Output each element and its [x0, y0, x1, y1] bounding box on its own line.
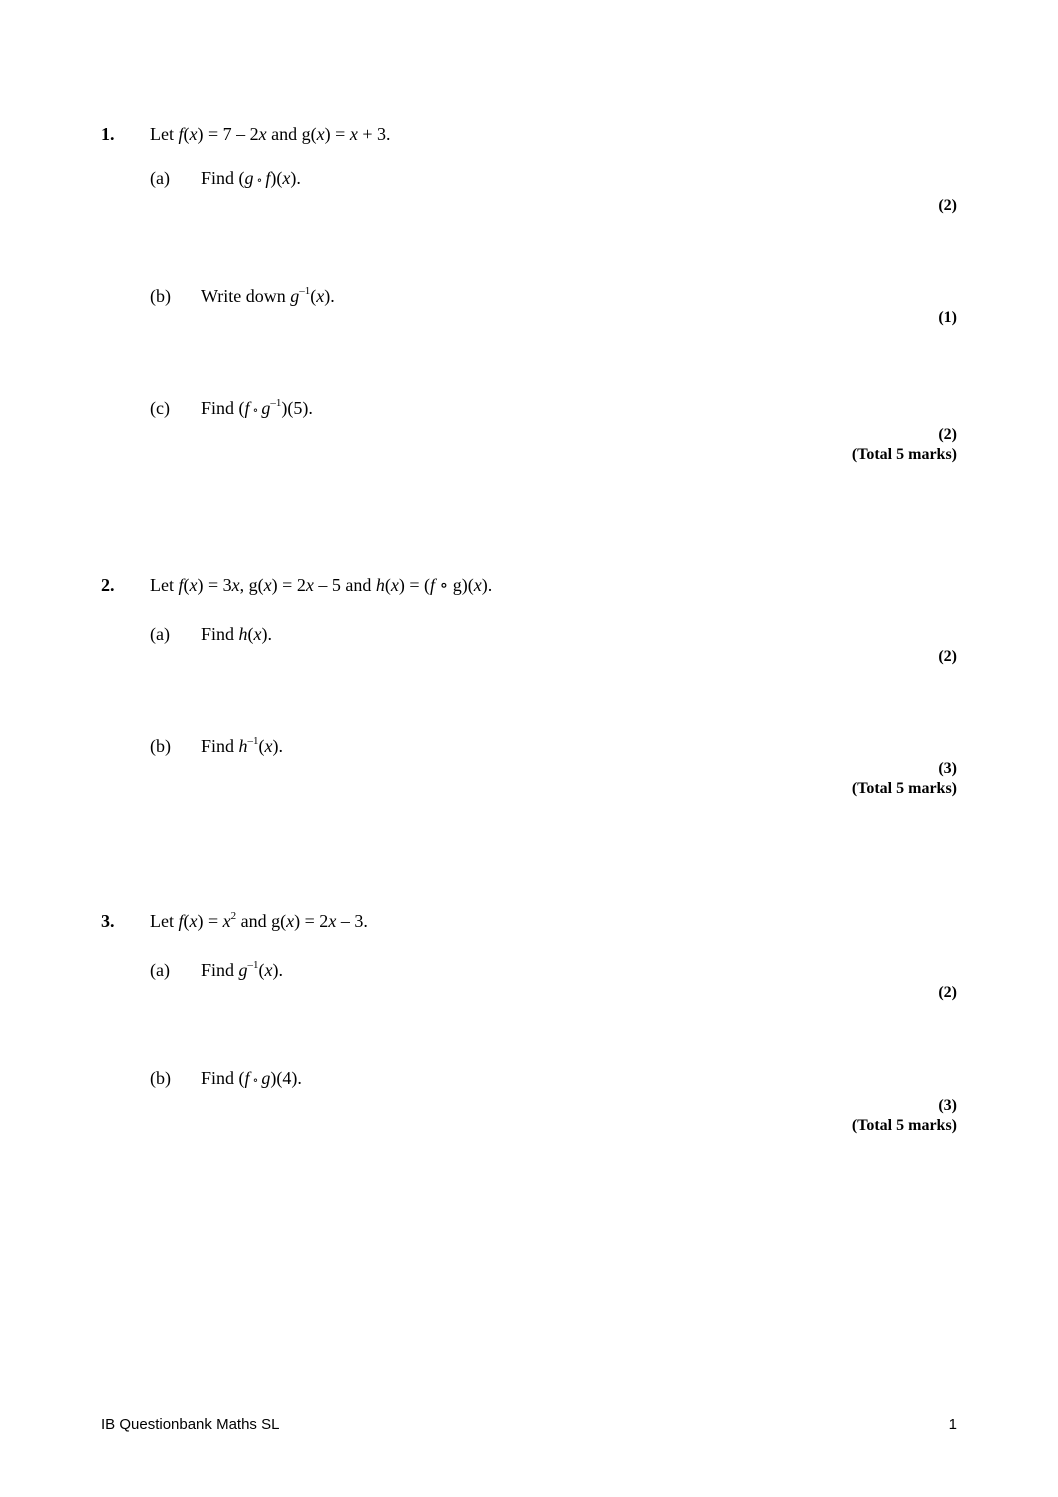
question-1b-label: (b): [150, 286, 171, 306]
footer-page-number: 1: [948, 1416, 957, 1433]
question-1c-text: Find (f ∘ $g^{-1})(5)$.: [201, 397, 313, 418]
footer-source: IB Questionbank Maths SL: [101, 1416, 280, 1433]
question-1a-text: Find (g ∘ f)(x).: [201, 168, 301, 188]
question-2a-marks: (2): [938, 648, 957, 665]
question-1-stem: Let f(x) = 7 – 2x and g(x) = x + 3.: [150, 124, 391, 144]
question-2-total: (Total 5 marks): [851, 780, 957, 797]
question-3-stem: Let $f(x) = x^2$ and g(x) = 2x – 3.: [150, 910, 368, 931]
question-2b-text: Find $h^{-1}(x)$.: [201, 735, 284, 756]
question-1a-marks: (2): [938, 197, 957, 214]
question-3b-text: Find (f ∘ g)(4).: [201, 1068, 302, 1088]
question-1b-marks: (1): [938, 309, 957, 326]
question-1-number: 1.: [101, 124, 115, 144]
question-2-stem: Let f(x) = 3x, g(x) = 2x – 5 and h(x) = (f ∘ g)(x).: [150, 575, 493, 595]
question-2a-label: (a): [150, 624, 170, 644]
question-2b-label: (b): [150, 736, 171, 756]
question-2-number: 2.: [101, 575, 115, 595]
question-2a-text: Find h(x).: [201, 624, 273, 644]
question-3a-label: (a): [150, 960, 170, 980]
question-3-number: 3.: [101, 911, 115, 931]
question-3b-marks: (3): [938, 1097, 957, 1114]
question-2b-marks: (3): [938, 760, 957, 777]
question-3b-label: (b): [150, 1068, 171, 1088]
question-1c-label: (c): [150, 398, 170, 418]
question-1c-marks: (2): [938, 426, 957, 443]
question-3a-marks: (2): [938, 984, 957, 1001]
question-3-total: (Total 5 marks): [851, 1117, 957, 1134]
question-3a-text: Find $g^{-1}(x)$.: [201, 959, 284, 980]
question-1b-text: Write down $g^{-1}(x)$.: [201, 285, 335, 306]
question-1-total: (Total 5 marks): [851, 446, 957, 463]
question-1a-label: (a): [150, 168, 170, 188]
